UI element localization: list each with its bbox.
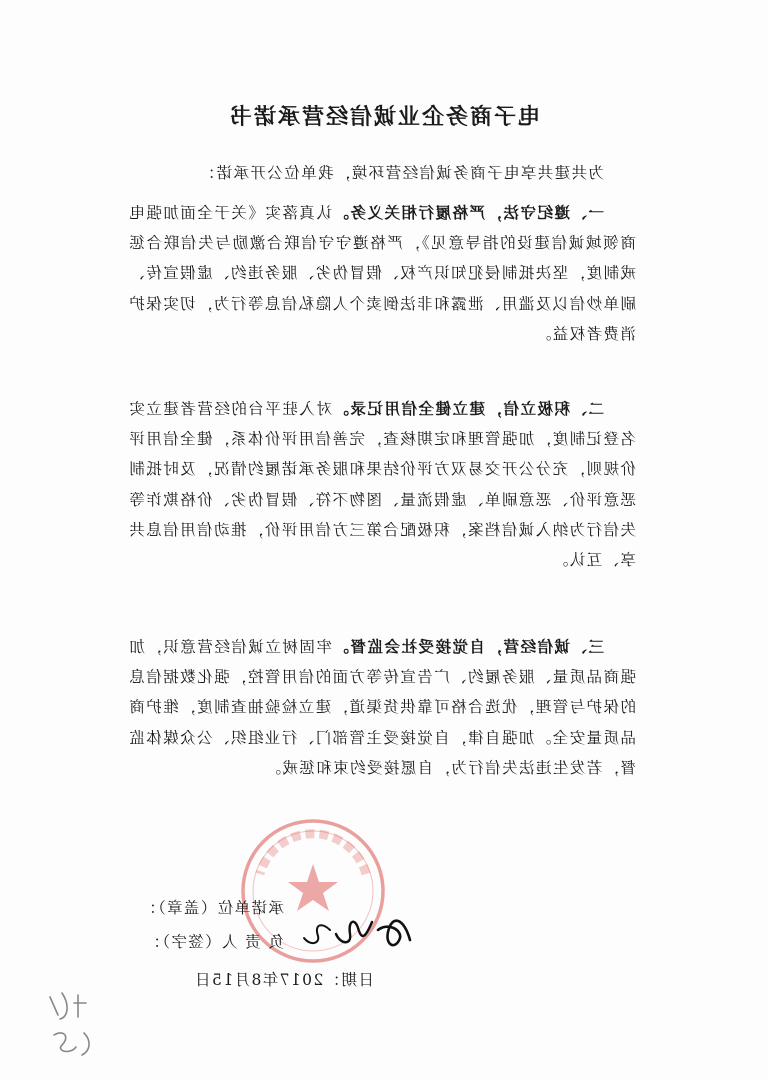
section-three bbox=[128, 632, 636, 783]
handwritten-signature bbox=[298, 900, 418, 960]
section-two-heading: 二、积极立信，建立健全信用记录。 bbox=[331, 400, 604, 418]
section-three-body: 牢固树立诚信经营意识，加强商品质量、服务履约、广告宣传等方面的信用管控，强化数据信息的保护与管理，优选合格可靠供货渠道，建立检验抽查制度，维护商品质量安全。加强自律，自觉接受主管部门、行业组织、公众媒体监督，若发生违法失信行为，自愿接受约束和惩戒。 bbox=[128, 638, 636, 777]
date-label: 日期： bbox=[323, 971, 374, 989]
section-one bbox=[128, 198, 636, 349]
section-two-body: 对入驻平台的经营者建立实名登记制度，加强管理和定期核查，完善信用评价体系，健全信用评价规则，充分公开交易双方评价结果和服务承诺履约情况，及时抵制恶意评价、恶意刷单、虚假流量、图物不符、假冒伪劣、价格欺诈等失信行为纳入诚信档案，积极配合第三方信用评价，推动信用信息共享、互认。 bbox=[128, 400, 636, 570]
document-title: 电子商务企业诚信经营承诺书 bbox=[228, 105, 541, 130]
responsible-person-label: 负 责 人（签字）： bbox=[143, 933, 284, 951]
seal-unit-label: 承诺单位（盖章）： bbox=[139, 899, 284, 917]
handwritten-margin-mark bbox=[40, 985, 110, 1065]
date-line bbox=[194, 968, 374, 990]
section-two bbox=[128, 394, 636, 575]
section-one-body: 认真落实《关于全面加强电商领域诚信建设的指导意见》，严格遵守守信联合激励与失信联合惩戒制度，坚决抵制侵犯知识产权、假冒伪劣、服务违约、虚假宣传、刷单炒信以及滥用、泄露和非法倒卖个人隐私信息等行为，切实保护消费者权益。 bbox=[128, 204, 636, 343]
section-one-heading: 一、遵纪守法，严格履行相关义务。 bbox=[331, 204, 604, 222]
date-value: 2017年8月15日 bbox=[193, 971, 324, 989]
section-three-heading: 三、诚信经营，自觉接受社会监督。 bbox=[331, 638, 604, 656]
intro-paragraph: 为共建共享电子商务诚信经营环境，我单位公开承诺： bbox=[198, 164, 604, 182]
